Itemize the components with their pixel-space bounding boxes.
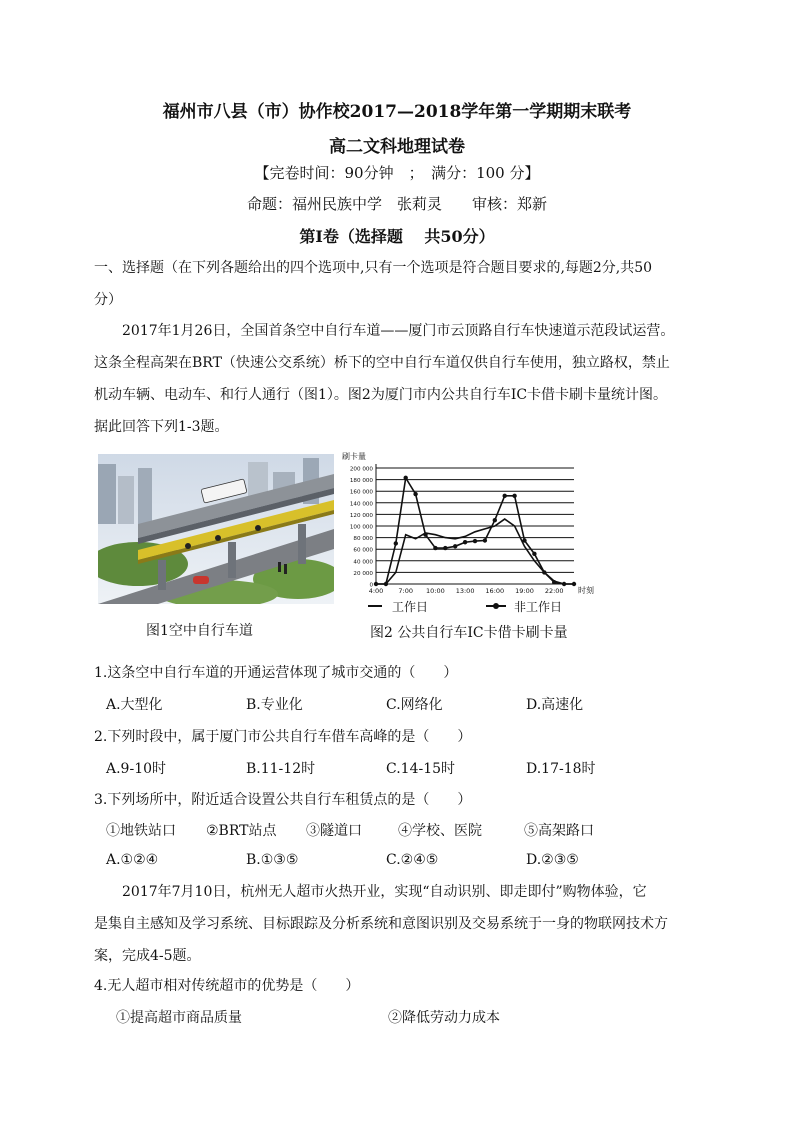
legend-non-workday-marker <box>493 603 499 609</box>
option-d: D.②③⑤ <box>526 852 579 868</box>
data-point <box>463 540 467 544</box>
item-5: ⑤高架路口 <box>524 823 594 839</box>
data-point <box>374 582 378 586</box>
x-tick-label: 16:00 <box>485 587 505 595</box>
author-info: 命题：福州民族中学 张莉灵 审核：郑新 <box>246 195 547 213</box>
option-c: C.网络化 <box>386 697 443 713</box>
data-point <box>384 582 388 586</box>
y-tick-label: 20 000 <box>353 570 373 577</box>
passage-line: 是集自主感知及学习系统、目标跟踪及分析系统和意图识别及交易系统于一身的物联网技术方 <box>94 916 668 932</box>
data-point <box>404 476 408 480</box>
item-1: ①提高超市商品质量 <box>116 1010 242 1026</box>
section-title: 第Ⅰ卷（选择题 共50分） <box>299 227 495 246</box>
option-d: D.17-18时 <box>526 761 596 777</box>
figure-1-caption: 图1空中自行车道 <box>146 623 253 639</box>
y-tick-label: 0 <box>369 582 373 589</box>
data-point <box>433 546 437 550</box>
card-swipe-chart <box>338 450 594 620</box>
time-info: 【完卷时间：90分钟 ； 满分：100 分】 <box>254 164 540 182</box>
data-point <box>473 539 477 543</box>
option-a: A.①②④ <box>106 852 159 868</box>
instructions-line: 一、选择题（在下列各题给出的四个选项中,只有一个选项是符合题目要求的,每题2分,共50 <box>94 260 653 276</box>
item-4: ④学校、医院 <box>398 823 482 839</box>
data-point <box>394 541 398 545</box>
passage-line: 2017年1月26日，全国首条空中自行车道——厦门市云顶路自行车快速道示范段试运营。 <box>122 323 675 339</box>
exam-subtitle: 高二文科地理试卷 <box>329 137 465 157</box>
y-tick-label: 120 000 <box>349 512 373 519</box>
data-point <box>552 580 556 584</box>
x-tick-label: 19:00 <box>515 587 534 595</box>
x-tick-label: 7:00 <box>398 587 414 595</box>
question-3-items <box>106 820 706 840</box>
option-b: B.专业化 <box>246 697 303 713</box>
y-tick-label: 60 000 <box>353 547 373 554</box>
exam-title: 福州市八县（市）协作校2017—2018学年第一学期期末联考 <box>162 102 632 122</box>
elevated-bikeway-illustration <box>98 454 334 604</box>
x-tick-label: 10:00 <box>426 587 445 595</box>
y-tick-label: 40 000 <box>353 559 373 566</box>
data-point <box>453 544 457 548</box>
passage-2 <box>94 876 706 972</box>
x-axis-label: 时刻 <box>578 586 594 595</box>
y-tick-label: 100 000 <box>349 524 373 531</box>
y-tick-label: 80 000 <box>353 536 373 543</box>
y-axis-label: 刷卡量 <box>342 452 366 461</box>
instructions <box>94 252 706 316</box>
data-point <box>493 518 497 522</box>
option-d: D.高速化 <box>526 697 584 713</box>
y-tick-label: 180 000 <box>349 478 373 485</box>
item-3: ③隧道口 <box>306 823 362 839</box>
data-point <box>443 546 447 550</box>
question-4-stem: 4.无人超市相对传统超市的优势是（ ） <box>94 978 360 994</box>
x-tick-label: 4:00 <box>368 587 384 595</box>
option-a: A.9-10时 <box>106 761 167 777</box>
passage-line: 机动车辆、电动车、和行人通行（图1）。图2为厦门市内公共自行车IC卡借卡刷卡量统计图。 <box>94 387 668 403</box>
passage-line: 案，完成4-5题。 <box>94 948 201 964</box>
option-c: C.②④⑤ <box>386 852 439 868</box>
x-tick-label: 22:00 <box>544 587 564 595</box>
data-point <box>423 533 427 537</box>
figure-2-caption: 图2 公共自行车IC卡借卡刷卡量 <box>370 625 568 641</box>
series-line-non-workday <box>376 478 574 584</box>
x-tick-label: 13:00 <box>455 587 475 595</box>
question-1-options <box>106 694 706 714</box>
data-point <box>572 582 576 586</box>
legend-non-workday-label: 非工作日 <box>514 600 563 614</box>
question-3-stem: 3.下列场所中，附近适合设置公共自行车租赁点的是（ ） <box>94 792 472 808</box>
data-point <box>532 552 536 556</box>
option-b: B.11-12时 <box>246 761 316 777</box>
question-2-stem: 2.下列时段中，属于厦门市公共自行车借车高峰的是（ ） <box>94 729 472 745</box>
option-b: B.①③⑤ <box>246 852 299 868</box>
legend-workday-label: 工作日 <box>392 600 429 614</box>
question-4-items <box>116 1007 716 1027</box>
question-2-options <box>106 758 706 778</box>
y-tick-label: 200 000 <box>349 466 373 473</box>
instructions-line: 分） <box>94 292 122 308</box>
y-tick-label: 160 000 <box>349 489 373 496</box>
data-point <box>503 494 507 498</box>
data-point <box>413 492 417 496</box>
option-c: C.14-15时 <box>386 761 456 777</box>
item-2: ②降低劳动力成本 <box>388 1010 500 1026</box>
data-point <box>483 538 487 542</box>
data-point <box>562 582 566 586</box>
passage-1 <box>94 315 706 443</box>
passage-line: 据此回答下列1-3题。 <box>94 419 229 435</box>
passage-line: 这条全程高架在BRT（快速公交系统）桥下的空中自行车道仅供自行车使用，独立路权，禁止 <box>94 355 670 371</box>
item-2: ②BRT站点 <box>206 823 277 839</box>
passage-line: 2017年7月10日，杭州无人超市火热开业，实现“自动识别、即走即付”购物体验，它 <box>122 884 647 900</box>
item-1: ①地铁站口 <box>106 823 176 839</box>
data-point <box>522 538 526 542</box>
data-point <box>542 570 546 574</box>
data-point <box>512 494 516 498</box>
y-tick-label: 140 000 <box>349 501 373 508</box>
question-3-options <box>106 852 706 868</box>
question-1-stem: 1.这条空中自行车道的开通运营体现了城市交通的（ ） <box>94 665 458 681</box>
option-a: A.大型化 <box>106 697 163 713</box>
